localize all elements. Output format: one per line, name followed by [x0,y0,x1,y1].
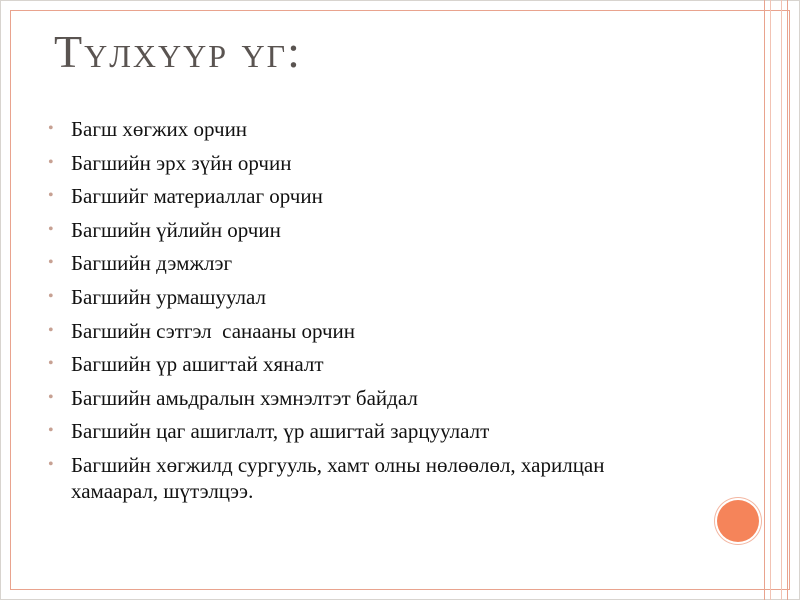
decorative-right-band-inner [770,0,782,600]
decorative-orange-circle [717,500,759,542]
bullet-icon: • [48,187,54,205]
list-item-text: Багшийн үр ашигтай хяналт [71,352,324,377]
list-item-text: Багшийн сэтгэл санааны орчин [71,318,356,343]
list-item-text: Багшийн дэмжлэг [71,251,233,276]
slide-title: Түлхүүр үг: [54,26,302,77]
bullet-icon: • [48,455,54,473]
list-item-text: Багшийн эрх зүйн орчин [71,150,292,175]
list-item [48,385,728,411]
list-item [48,284,728,310]
bullet-icon: • [48,321,54,339]
bullet-icon: • [48,153,54,171]
list-item [48,183,728,209]
list-item-text: Багшийг материаллаг орчин [71,184,323,209]
bullet-icon: • [48,388,54,406]
list-item-text: Багшийн хөгжилд сургууль, хамт олны нөлөөлөл, харилцан хамаарал, шүтэлцээ. [71,452,605,503]
list-item [48,318,728,344]
list-item-text: Багш хөгжих орчин [71,117,248,141]
bullet-icon: • [48,422,54,440]
bullet-icon: • [48,355,54,373]
list-item [48,418,728,444]
list-item [48,250,728,276]
list-item-text: Багшийн цаг ашиглалт, үр ашигтай зарцуулалт [71,419,490,444]
list-item [48,116,728,142]
list-item [48,351,728,377]
bullet-list [48,116,728,512]
bullet-icon: • [48,120,54,137]
list-item-text: Багшийн урмашуулал [71,284,266,309]
bullet-icon: • [48,220,54,238]
list-item-text: Багшийн амьдралын хэмнэлтэт байдал [71,385,418,410]
list-item [48,217,728,243]
list-item [48,150,728,176]
list-item-text: Багшийн үйлийн орчин [71,217,281,242]
list-item [48,452,651,504]
bullet-icon: • [48,254,54,272]
bullet-icon: • [48,287,54,305]
